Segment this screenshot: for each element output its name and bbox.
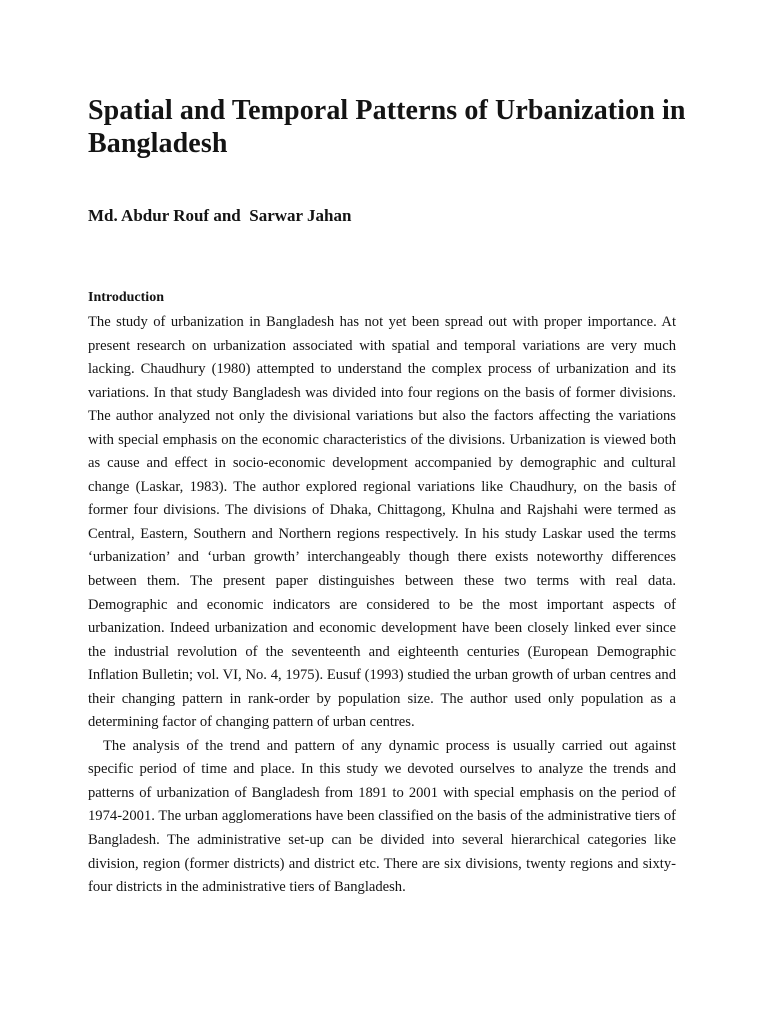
- paper-title: Spatial and Temporal Patterns of Urbanization in Bangladesh: [88, 95, 686, 159]
- paragraph-1: The study of urbanization in Bangladesh has not yet been spread out with proper importance. At present research on urbanization associated with spatial and temporal variations are very much lacking. Chaudhury (1980) attempted to understand the complex process of urbanization and its variations. In that study Bangladesh was divided into four regions on the basis of former divisions. The author analyzed not only the divisional variations but also the factors affecting the variations with special emphasis on the economic characteristics of the divisions. Urbanization is viewed both as cause and effect in socio-economic development accompanied by demographic and cultural change (Laskar, 1983). The author explored regional variations like Chaudhury, on the basis of former four divisions. The divisions of Dhaka, Chittagong, Khulna and Rajshahi were termed as Central, Eastern, Southern and Northern regions respectively. In his study Laskar used the terms ‘urbanization’ and ‘urban growth’ interchangeably though there exists noteworthy differences between them. The present paper distinguishes between these two terms with real data. Demographic and economic indicators are considered to be the most important aspects of urbanization. Indeed urbanization and economic development have been closely linked ever since the industrial revolution of the seventeenth and eighteenth centuries (European Demographic Inflation Bulletin; vol. VI, No. 4, 1975). Eusuf (1993) studied the urban growth of urban centres and their changing pattern in rank-order by population size. The author used only population as a determining factor of changing pattern of urban centres.: [88, 314, 676, 731]
- paper-authors: Md. Abdur Rouf and Sarwar Jahan: [88, 206, 352, 225]
- section-heading-introduction: Introduction: [88, 290, 164, 305]
- paragraph-2: The analysis of the trend and pattern of any dynamic process is usually carried out against specific period of time and place. In this study we devoted ourselves to analyze the trends and patterns of urbanization of Bangladesh from 1891 to 2001 with special emphasis on the period of 1974-2001. The urban agglomerations have been classified on the basis of the administrative tiers of Bangladesh. The administrative set-up can be divided into several hierarchical categories like division, region (former districts) and district etc. There are six divisions, twenty regions and sixty-four districts in the administrative tiers of Bangladesh.: [88, 737, 676, 896]
- section-body-introduction: [88, 311, 676, 900]
